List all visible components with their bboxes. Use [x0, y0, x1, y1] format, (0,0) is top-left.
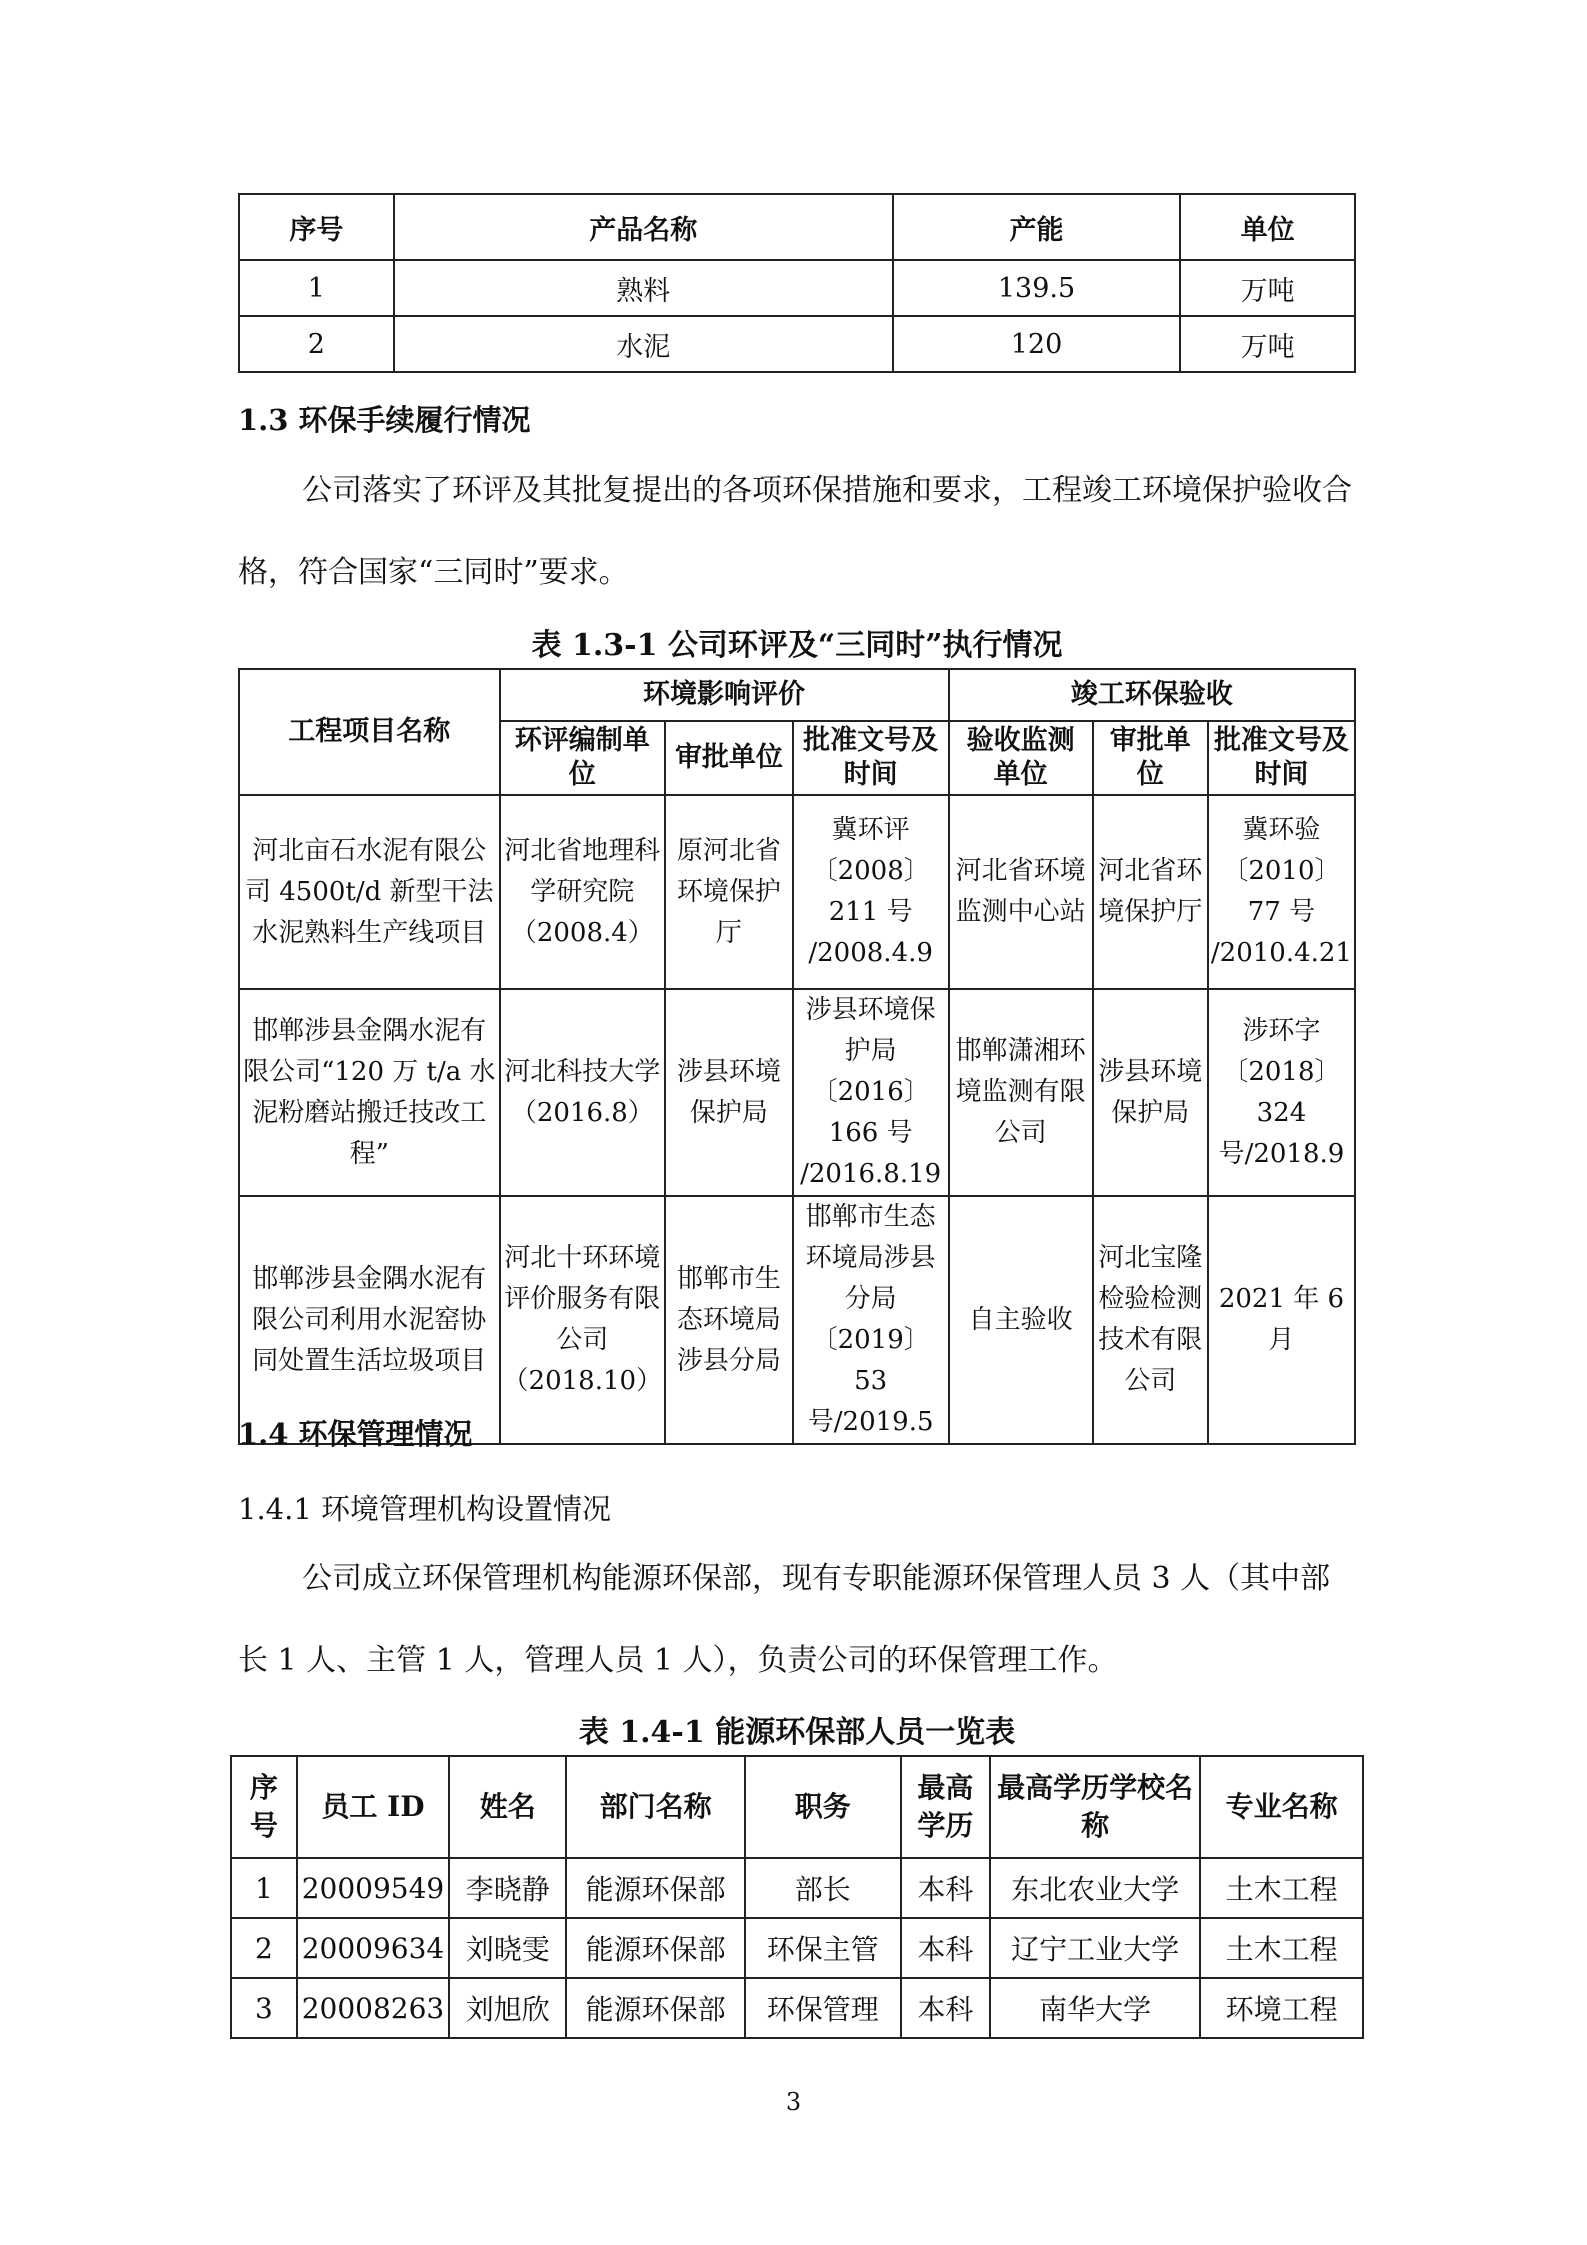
table-header-cell: 环评编制单位 — [500, 721, 666, 795]
table-cell: 邯郸潇湘环境监测有限公司 — [949, 989, 1093, 1196]
table-cell: 2 — [231, 1918, 297, 1978]
table-cell: 刘晓雯 — [449, 1918, 566, 1978]
table-cell: 1 — [239, 260, 394, 316]
table-cell: 环保主管 — [745, 1918, 901, 1978]
table-header-cell: 职务 — [745, 1756, 901, 1858]
table-row — [231, 1918, 1363, 1978]
product-capacity-table — [238, 193, 1356, 373]
table-cell: 涉县环境保护局〔2016〕166 号 /2016.8.19 — [793, 989, 949, 1196]
table-cell: 万吨 — [1180, 260, 1355, 316]
table-header-cell: 序号 — [231, 1756, 297, 1858]
table-row — [239, 1196, 1355, 1444]
table-row — [231, 1978, 1363, 2038]
table-cell: 邯郸涉县金隅水泥有限公司利用水泥窑协同处置生活垃圾项目 — [239, 1196, 500, 1444]
table-cell: 120 — [893, 316, 1181, 372]
table-cell: 部长 — [745, 1858, 901, 1918]
page-number: 3 — [785, 2088, 802, 2116]
table-cell: 河北亩石水泥有限公司 4500t/d 新型干法水泥熟料生产线项目 — [239, 795, 500, 989]
table-cell: 冀环验〔2010〕77 号 /2010.4.21 — [1208, 795, 1355, 989]
table-header-cell: 工程项目名称 — [239, 669, 500, 795]
table-header-cell: 产品名称 — [394, 194, 893, 260]
table-header-cell: 姓名 — [449, 1756, 566, 1858]
table-cell: 能源环保部 — [566, 1918, 745, 1978]
table-cell: 河北宝隆检验检测技术有限公司 — [1093, 1196, 1208, 1444]
table-header-cell: 产能 — [893, 194, 1181, 260]
table-cell: 土木工程 — [1200, 1858, 1363, 1918]
table-header-cell: 部门名称 — [566, 1756, 745, 1858]
section-1-3-paragraph: 公司落实了环评及其批复提出的各项环保措施和要求，工程竣工环境保护验收合格，符合国家“三同时”要求。 — [238, 473, 1352, 590]
table-cell: 邯郸市生态环境局涉县分局〔2019〕53 号/2019.5 — [793, 1196, 949, 1444]
table-row — [239, 260, 1355, 316]
eia-three-simultaneous-table — [238, 668, 1356, 1445]
table-cell: 20009549 — [297, 1858, 450, 1918]
table-cell: 2 — [239, 316, 394, 372]
table-header-cell: 最高学历学校名称 — [990, 1756, 1200, 1858]
table-cell: 河北省环境保护厅 — [1093, 795, 1208, 989]
table-cell: 涉环字〔2018〕324 号/2018.9 — [1208, 989, 1355, 1196]
table-cell: 李晓静 — [449, 1858, 566, 1918]
table-cell: 水泥 — [394, 316, 893, 372]
table-cell: 原河北省环境保护厅 — [665, 795, 793, 989]
section-heading-1-4: 1.4 环保管理情况 — [238, 1417, 473, 1451]
table-cell: 能源环保部 — [566, 1858, 745, 1918]
table-header-cell: 批准文号及时间 — [793, 721, 949, 795]
table-cell: 环保管理 — [745, 1978, 901, 2038]
table-cell: 涉县环境保护局 — [1093, 989, 1208, 1196]
table-cell: 3 — [231, 1978, 297, 2038]
section-1-4-1-paragraph: 公司成立环保管理机构能源环保部，现有专职能源环保管理人员 3 人（其中部长 1 人、主管 1 人，管理人员 1 人），负责公司的环保管理工作。 — [238, 1561, 1331, 1678]
table-cell: 自主验收 — [949, 1196, 1093, 1444]
table-row — [239, 316, 1355, 372]
table-header-cell: 序号 — [239, 194, 394, 260]
table-cell: 河北省环境监测中心站 — [949, 795, 1093, 989]
subsection-heading-1-4-1: 1.4.1 环境管理机构设置情况 — [238, 1492, 612, 1526]
table-cell: 熟料 — [394, 260, 893, 316]
table-header-cell: 单位 — [1180, 194, 1355, 260]
table-cell: 20009634 — [297, 1918, 450, 1978]
table-header-cell: 专业名称 — [1200, 1756, 1363, 1858]
table-header-row — [239, 669, 1355, 721]
table-cell: 20008263 — [297, 1978, 450, 2038]
table-cell: 刘旭欣 — [449, 1978, 566, 2038]
table-cell: 139.5 — [893, 260, 1181, 316]
table-header-row — [239, 194, 1355, 260]
table-cell: 涉县环境保护局 — [665, 989, 793, 1196]
table-header-cell: 员工 ID — [297, 1756, 450, 1858]
table-cell: 邯郸涉县金隅水泥有限公司“120 万 t/a 水泥粉磨站搬迁技改工程” — [239, 989, 500, 1196]
table-cell: 南华大学 — [990, 1978, 1200, 2038]
table-header-cell: 环境影响评价 — [500, 669, 949, 721]
table-cell: 环境工程 — [1200, 1978, 1363, 2038]
table-row — [239, 795, 1355, 989]
table-cell: 能源环保部 — [566, 1978, 745, 2038]
table-cell: 万吨 — [1180, 316, 1355, 372]
table-cell: 本科 — [901, 1858, 990, 1918]
table-header-cell: 最高学历 — [901, 1756, 990, 1858]
table-cell: 本科 — [901, 1978, 990, 2038]
table-header-cell: 竣工环保验收 — [949, 669, 1356, 721]
table-cell: 2021 年 6 月 — [1208, 1196, 1355, 1444]
table-row — [239, 989, 1355, 1196]
table-cell: 邯郸市生态环境局涉县分局 — [665, 1196, 793, 1444]
table-header-cell: 审批单位 — [665, 721, 793, 795]
table-cell: 1 — [231, 1858, 297, 1918]
staff-list-table — [230, 1755, 1364, 2039]
table-cell: 土木工程 — [1200, 1918, 1363, 1978]
table-header-cell: 审批单位 — [1093, 721, 1208, 795]
table-caption-1-4-1: 表 1.4-1 能源环保部人员一览表 — [578, 1715, 1016, 1750]
table-cell: 河北十环环境评价服务有限公司（2018.10） — [500, 1196, 666, 1444]
table-header-row — [231, 1756, 1363, 1858]
table-cell: 冀环评〔2008〕211 号 /2008.4.9 — [793, 795, 949, 989]
table-cell: 本科 — [901, 1918, 990, 1978]
table-caption-1-3-1: 表 1.3-1 公司环评及“三同时”执行情况 — [531, 628, 1063, 663]
table-cell: 辽宁工业大学 — [990, 1918, 1200, 1978]
table-header-cell: 批准文号及时间 — [1208, 721, 1355, 795]
table-row — [231, 1858, 1363, 1918]
table-cell: 东北农业大学 — [990, 1858, 1200, 1918]
section-heading-1-3: 1.3 环保手续履行情况 — [238, 403, 531, 437]
table-header-cell: 验收监测单位 — [949, 721, 1093, 795]
table-cell: 河北科技大学（2016.8） — [500, 989, 666, 1196]
table-cell: 河北省地理科学研究院（2008.4） — [500, 795, 666, 989]
